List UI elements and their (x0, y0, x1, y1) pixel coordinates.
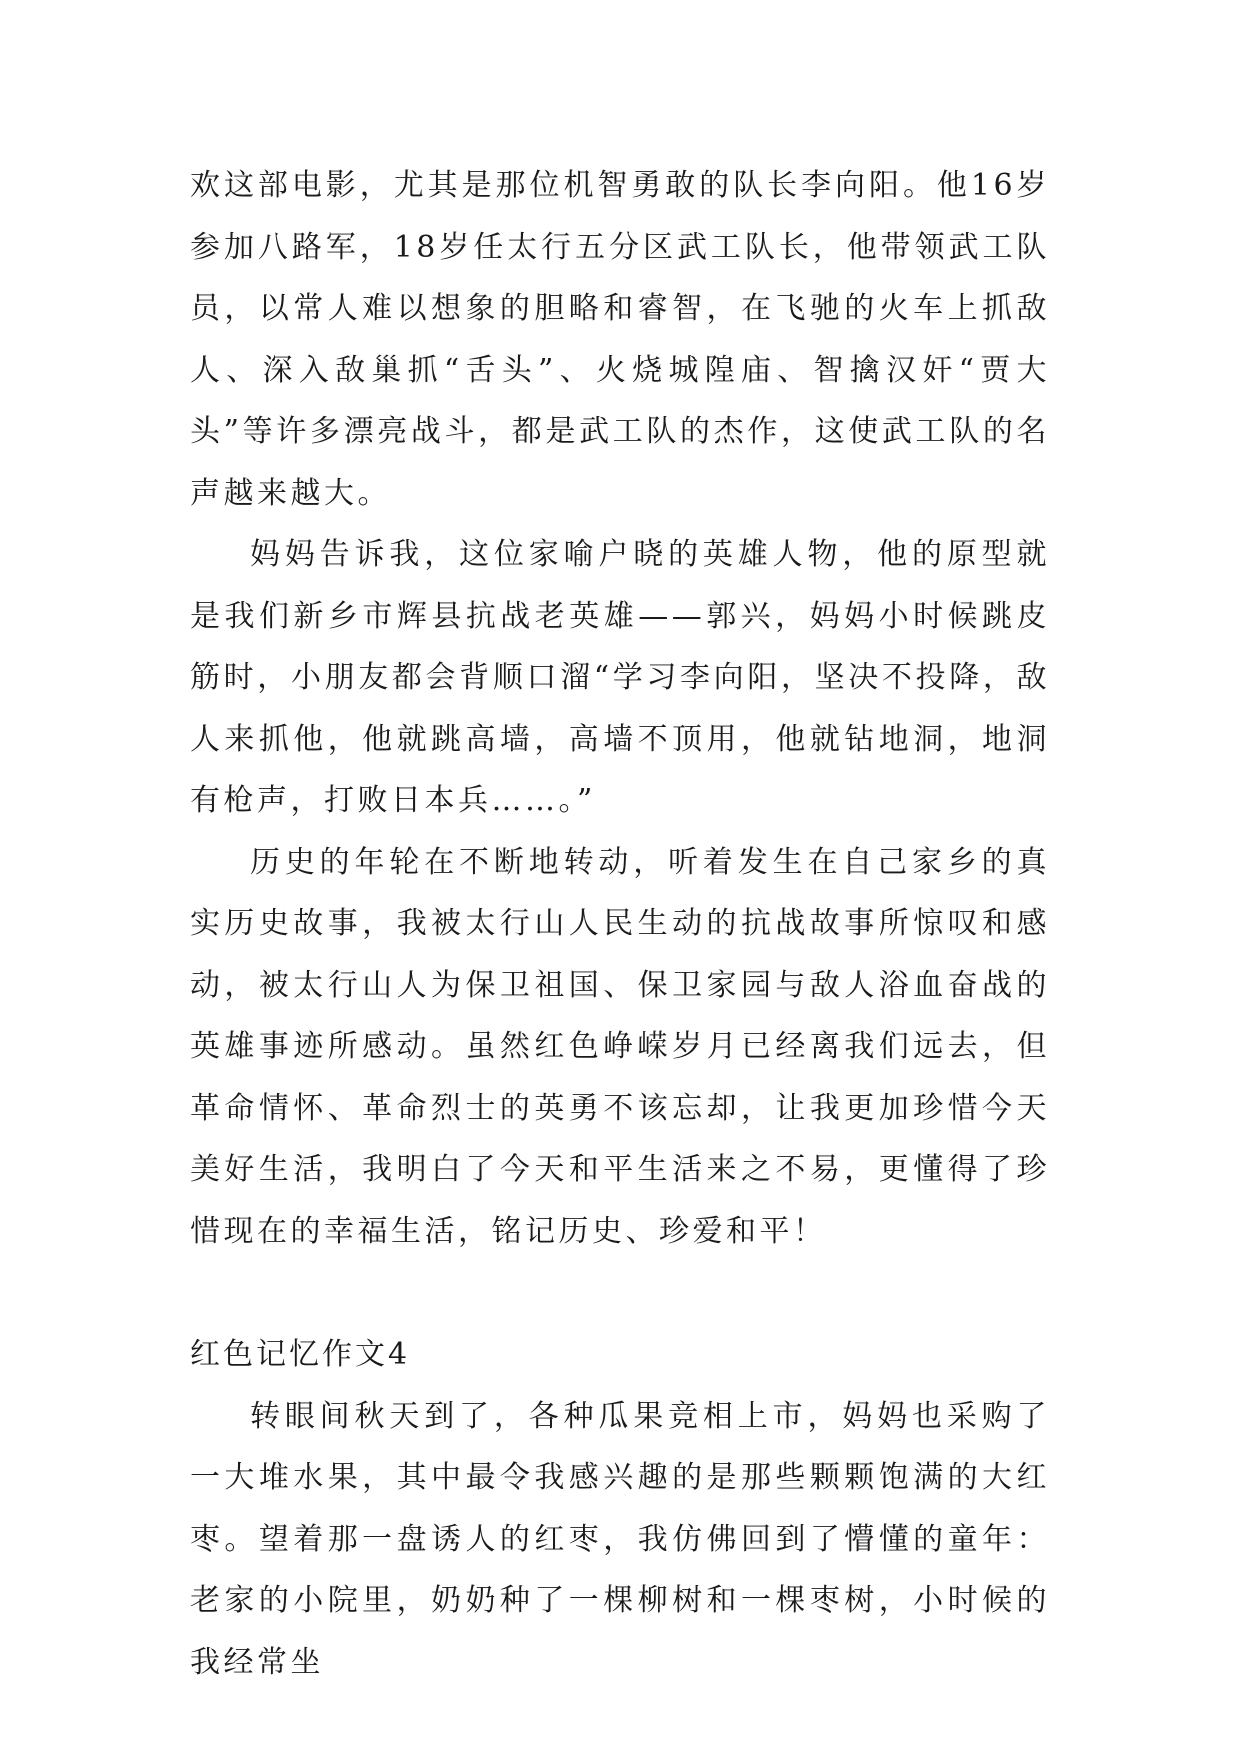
paragraph-autumn-dates: 转眼间秋天到了，各种瓜果竞相上市，妈妈也采购了一大堆水果，其中最令我感兴趣的是那些颗颗饱满的大红枣。望着那一盘诱人的红枣，我仿佛回到了懵懂的童年：老家的小院里，奶奶种了一棵柳树和一棵枣树，小时候的我经常坐 (190, 1398, 1050, 1680)
document-body (190, 155, 1050, 1693)
paragraph-history-reflection: 历史的年轮在不断地转动，听着发生在自己家乡的真实历史故事，我被太行山人民生动的抗战故事所惊叹和感动，被太行山人为保卫祖国、保卫家园与敌人浴血奋战的英雄事迹所感动。虽然红色峥嵘岁月已经离我们远去，但革命情怀、革命烈士的英勇不该忘却，让我更加珍惜今天美好生活，我明白了今天和平生活来之不易，更懂得了珍惜现在的幸福生活，铭记历史、珍爱和平！ (190, 844, 1050, 1249)
section-heading: 红色记忆作文4 (190, 1337, 411, 1372)
section-spacer (190, 1262, 1050, 1324)
paragraph-mother-story: 妈妈告诉我，这位家喻户晓的英雄人物，他的原型就是我们新乡市辉县抗战老英雄——郭兴，妈妈小时候跳皮筋时，小朋友都会背顺口溜“学习李向阳，坚决不投降，敌人来抓他，他就跳高墙，高墙不顶用，他就钻地洞，地洞有枪声，打败日本兵……。” (190, 537, 1050, 818)
paragraph-movie-intro: 欢这部电影，尤其是那位机智勇敢的队长李向阳。他16岁参加八路军，18岁任太行五分区武工队长，他带领武工队员，以常人难以想象的胆略和睿智，在飞驰的火车上抓敌人、深入敌巢抓“舌头”、火烧城隍庙、智擒汉奸“贾大头”等许多漂亮战斗，都是武工队的杰作，这使武工队的名声越来越大。 (190, 168, 1050, 511)
